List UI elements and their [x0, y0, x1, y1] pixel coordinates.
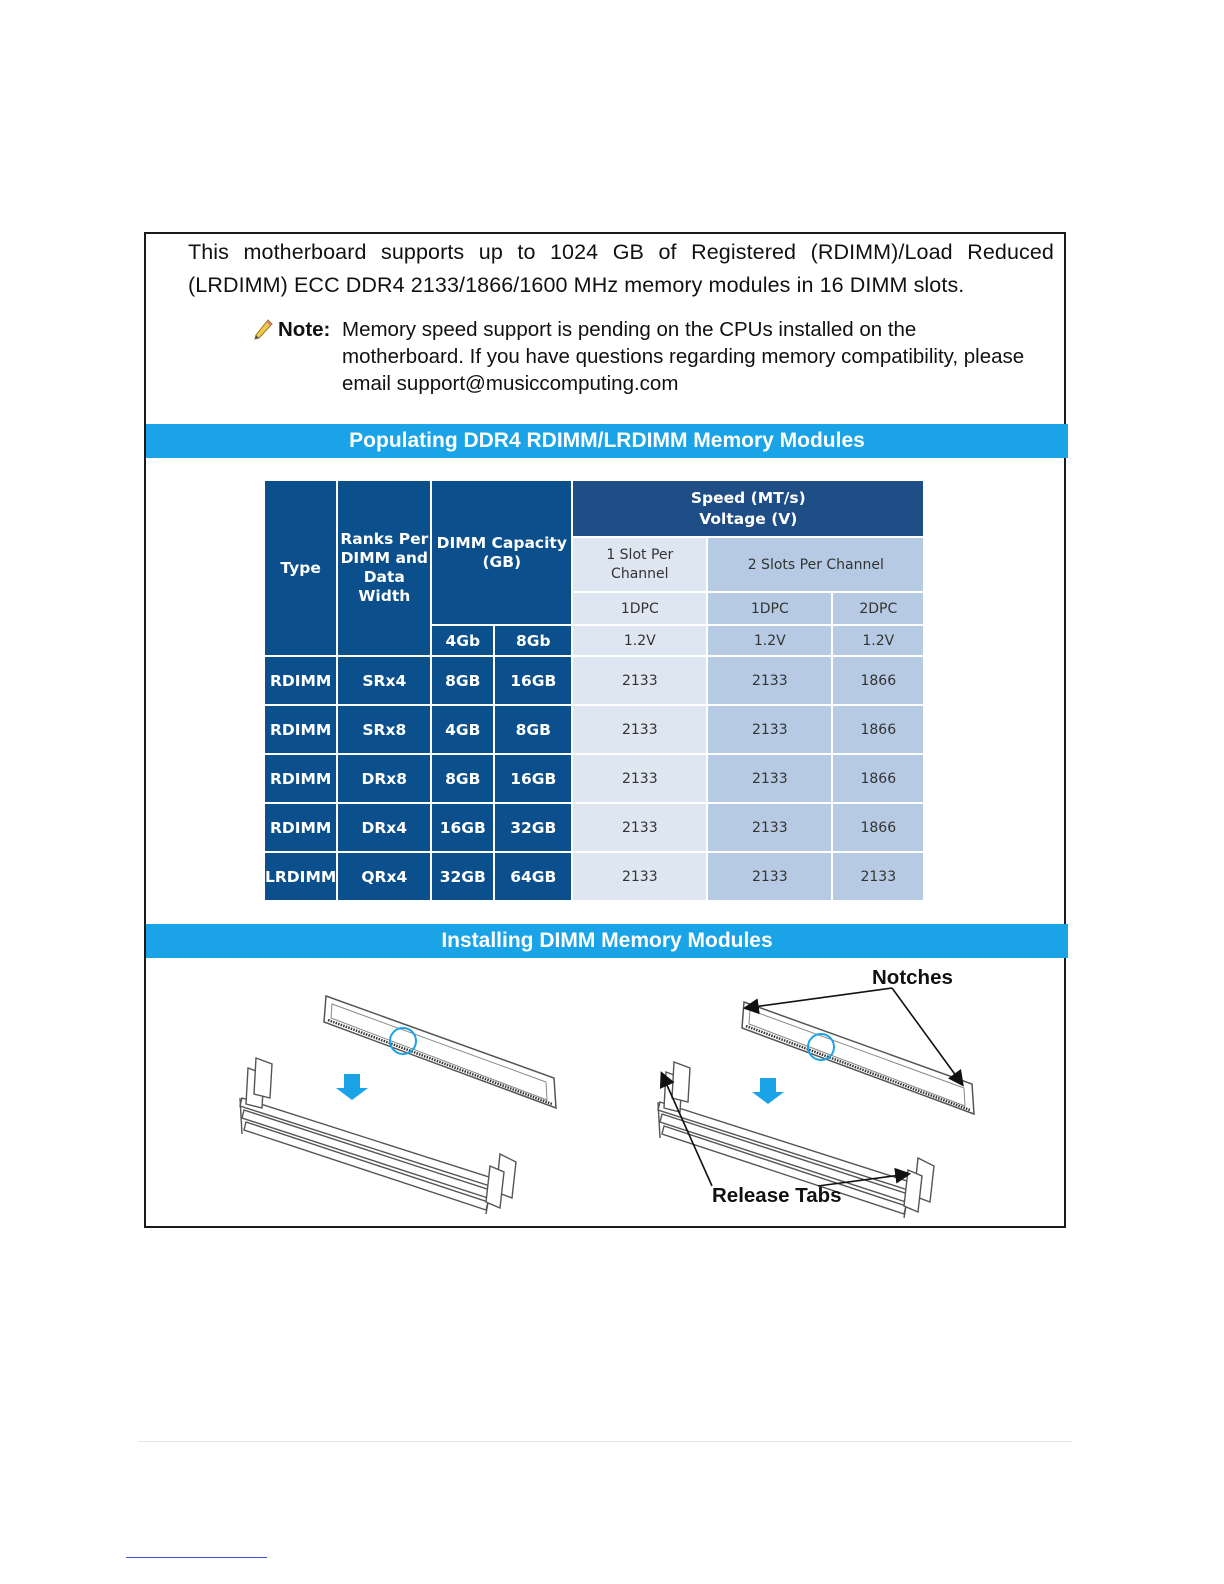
cell-ranks: DRx4	[337, 803, 431, 852]
cell-cap-4gb: 16GB	[431, 803, 494, 852]
header-two-slots: 2 Slots Per Channel	[707, 537, 924, 592]
intro-paragraph: This motherboard supports up to 1024 GB of Registered (RDIMM)/Load Reduced (LRDIMM) ECC DDR4 2133/1866/1600 MHz memory modules in 16 DIMM slots.	[188, 240, 1054, 297]
header-dpc1-a: 1DPC	[572, 592, 707, 625]
cell-speed-2slot-1dpc: 2133	[707, 803, 832, 852]
cell-type: RDIMM	[264, 656, 337, 705]
cell-speed-1slot: 2133	[572, 705, 707, 754]
cell-ranks: QRx4	[337, 852, 431, 901]
dimm-install-diagrams	[146, 958, 1064, 1226]
cell-cap-8gb: 8GB	[494, 705, 572, 754]
cell-speed-2slot-2dpc: 1866	[832, 656, 924, 705]
header-dpc1-b: 1DPC	[707, 592, 832, 625]
cell-speed-2slot-1dpc: 2133	[707, 705, 832, 754]
cell-cap-8gb: 64GB	[494, 852, 572, 901]
table-row	[264, 852, 924, 901]
down-arrow-icon	[336, 1074, 368, 1100]
down-arrow-icon	[752, 1078, 784, 1104]
header-speed-line2: Voltage (V)	[699, 509, 798, 528]
note-text: Memory speed support is pending on the CPUs installed on the motherboard. If you have questions regarding memory compatibility, please email support@musiccomputing.com	[342, 318, 1025, 395]
footnote-divider	[126, 1557, 267, 1558]
populating-section-title: Populating DDR4 RDIMM/LRDIMM Memory Modules	[146, 424, 1068, 458]
cell-type: LRDIMM	[264, 852, 337, 901]
header-capacity: DIMM Capacity (GB)	[431, 480, 572, 625]
installing-section-title: Installing DIMM Memory Modules	[146, 924, 1068, 958]
cell-speed-1slot: 2133	[572, 754, 707, 803]
cell-cap-8gb: 16GB	[494, 656, 572, 705]
pencil-icon	[252, 318, 274, 342]
memory-section-frame	[144, 232, 1066, 1228]
header-volt-a: 1.2V	[572, 625, 707, 656]
header-volt-b: 1.2V	[707, 625, 832, 656]
cell-speed-2slot-1dpc: 2133	[707, 754, 832, 803]
cell-speed-1slot: 2133	[572, 803, 707, 852]
footer-divider	[138, 1441, 1072, 1442]
cell-cap-8gb: 32GB	[494, 803, 572, 852]
cell-speed-1slot: 2133	[572, 656, 707, 705]
cell-speed-2slot-2dpc: 1866	[832, 754, 924, 803]
cell-speed-2slot-2dpc: 2133	[832, 852, 924, 901]
header-one-slot: 1 Slot Per Channel	[572, 537, 707, 592]
cell-speed-2slot-2dpc: 1866	[832, 705, 924, 754]
header-speed-line1: Speed (MT/s)	[690, 488, 806, 507]
cell-cap-4gb: 8GB	[431, 754, 494, 803]
header-cap-4gb: 4Gb	[431, 625, 494, 656]
cell-speed-2slot-1dpc: 2133	[707, 852, 832, 901]
cell-type: RDIMM	[264, 754, 337, 803]
dimm-illustration	[146, 958, 1064, 1226]
cell-speed-2slot-2dpc: 1866	[832, 803, 924, 852]
cell-cap-4gb: 8GB	[431, 656, 494, 705]
header-type: Type	[264, 480, 337, 656]
header-speed	[572, 480, 924, 537]
cell-speed-2slot-1dpc: 2133	[707, 656, 832, 705]
dimm-slot-left	[240, 1058, 516, 1214]
cell-ranks: DRx8	[337, 754, 431, 803]
table-row	[264, 705, 924, 754]
header-ranks: Ranks Per DIMM and Data Width	[337, 480, 431, 656]
header-volt-c: 1.2V	[832, 625, 924, 656]
notches-label: Notches	[872, 966, 953, 989]
memory-population-table	[263, 479, 925, 902]
cell-type: RDIMM	[264, 803, 337, 852]
cell-ranks: SRx8	[337, 705, 431, 754]
cell-cap-4gb: 32GB	[431, 852, 494, 901]
table-row	[264, 803, 924, 852]
cell-ranks: SRx4	[337, 656, 431, 705]
note-label: Note:	[278, 318, 331, 341]
cell-cap-8gb: 16GB	[494, 754, 572, 803]
table-row	[264, 754, 924, 803]
cell-speed-1slot: 2133	[572, 852, 707, 901]
header-cap-8gb: 8Gb	[494, 625, 572, 656]
cell-cap-4gb: 4GB	[431, 705, 494, 754]
release-tabs-label: Release Tabs	[712, 1184, 842, 1207]
cell-type: RDIMM	[264, 705, 337, 754]
header-dpc2: 2DPC	[832, 592, 924, 625]
table-row	[264, 656, 924, 705]
